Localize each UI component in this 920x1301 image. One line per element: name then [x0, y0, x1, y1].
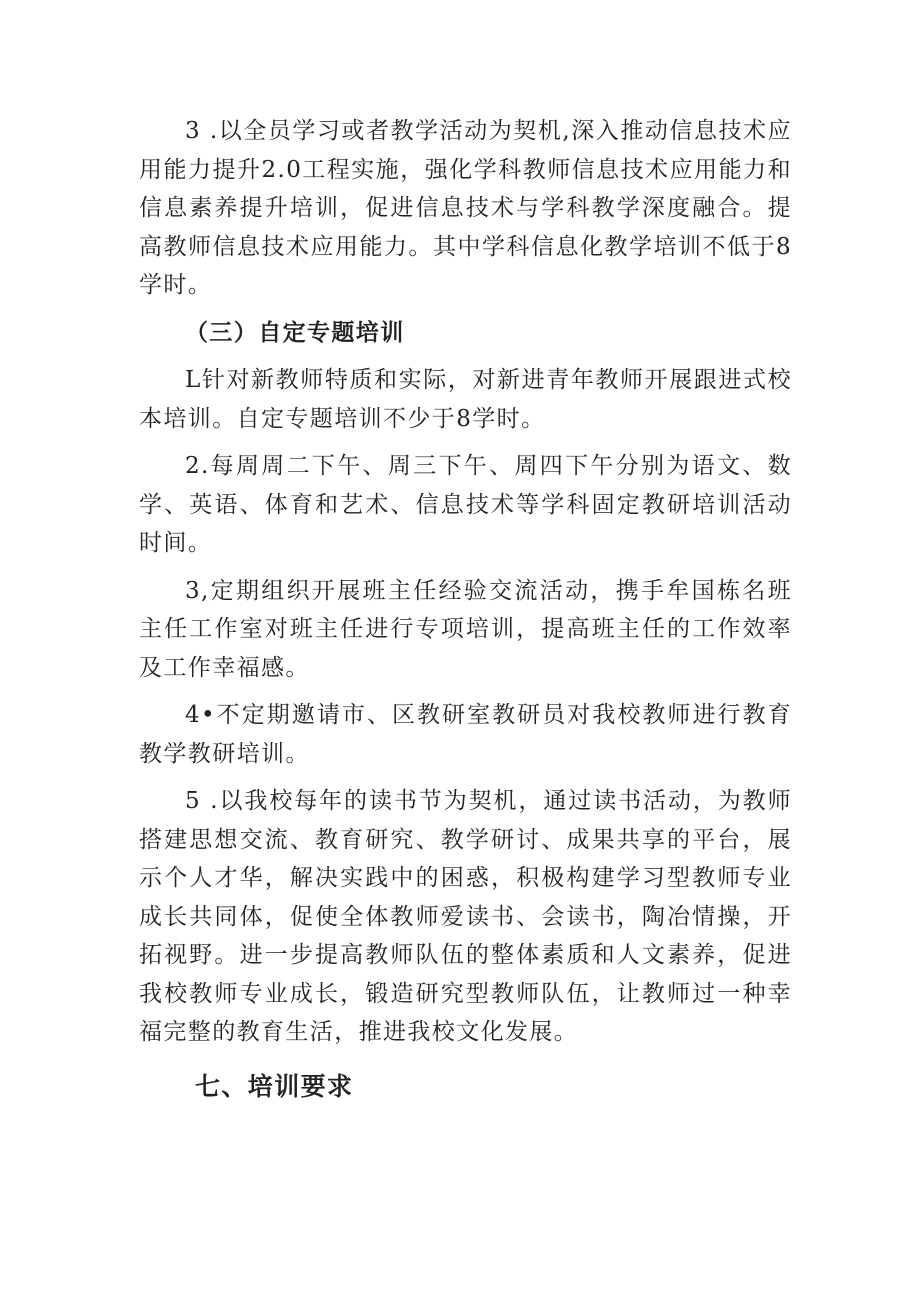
- paragraph-item-4-invited-experts: 4•不定期邀请市、区教研室教研员对我校教师进行教育教学教研培训。: [139, 702, 792, 767]
- paragraph-item-5-reading-festival: 5 .以我校每年的读书节为契机，通过读书活动，为教师搭建思想交流、教育研究、教学研讨、成果共享的平台，展示个人才华，解决实践中的困惑，积极构建学习型教师专业成长共同体，促使全体教师爱读书、会读书，陶冶情操，开拓视野。进一步提高教师队伍的整体素质和人文素养，促进我校教师专业成长，锻造研究型教师队伍，让教师过一种幸福完整的教育生活，推进我校文化发展。: [139, 788, 792, 1045]
- paragraph-item-1-new-teachers: L针对新教师特质和实际，对新进青年教师开展跟进式校本培训。自定专题培训不少于8学时。: [139, 367, 792, 432]
- paragraph-item-2-weekly-schedule: 2.每周周二下午、周三下午、周四下午分别为语文、数学、英语、体育和艺术、信息技术等学科固定教研培训活动时间。: [139, 453, 792, 556]
- section-heading-training-requirements: 七、培训要求: [195, 1071, 354, 1101]
- paragraph-item-3-head-teacher: 3,定期组织开展班主任经验交流活动，携手牟国栋名班主任工作室对班主任进行专项培训，提高班主任的工作效率及工作幸福感。: [139, 577, 792, 681]
- section-heading-custom-training: （三）自定专题培训: [185, 319, 405, 346]
- paragraph-item-3-it-training: 3 .以全员学习或者教学活动为契机,深入推动信息技术应用能力提升2.0工程实施，强化学科教师信息技术应用能力和信息素养提升培训，促进信息技术与学科教学深度融合。提高教师信息技术应用能力。其中学科信息化教学培训不低于8学时。: [139, 118, 792, 298]
